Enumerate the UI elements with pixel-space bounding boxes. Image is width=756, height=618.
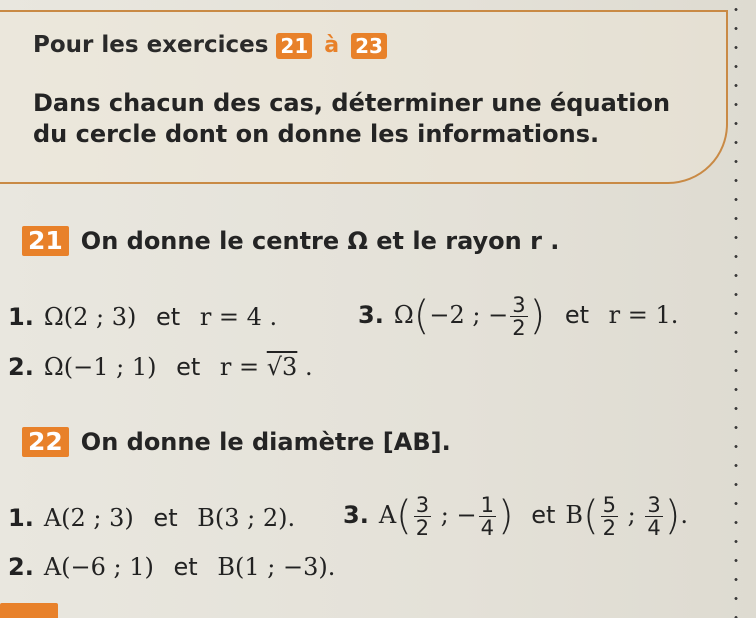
point-b: B(3 ; 2). <box>197 504 296 532</box>
item-number: 1. <box>8 303 34 331</box>
radius-condition: r = 1. <box>608 301 679 329</box>
point-a-letter: A <box>378 501 397 529</box>
close-paren: ) <box>664 493 681 539</box>
item-number: 3. <box>343 501 369 529</box>
fraction: $\frac{3}{4}$ <box>647 492 661 540</box>
next-exercise-tab <box>0 603 58 618</box>
exercise-22-number: 22 <box>22 427 69 457</box>
item-number: 2. <box>8 353 34 381</box>
radius-prefix: r = <box>219 353 267 381</box>
point-b-letter: B <box>565 501 584 529</box>
et-word: et <box>173 553 198 581</box>
fraction: $\frac{3}{2}$ <box>512 292 526 340</box>
et-word: et <box>564 301 589 329</box>
center-x: −2 <box>429 301 465 329</box>
et-word: et <box>155 303 181 331</box>
exercise-22-item-2 <box>8 553 335 581</box>
exercise-21-item-3 <box>358 293 678 339</box>
radius-sqrt: √3 <box>266 353 298 381</box>
intro-title <box>33 32 387 59</box>
open-paren: ( <box>413 293 430 339</box>
badge-to: 23 <box>351 33 387 59</box>
center-point: Ω(2 ; 3) <box>43 303 137 331</box>
exercise-21-text: On donne le centre Ω et le rayon r . <box>80 227 560 255</box>
exercise-21-item-2 <box>8 353 313 381</box>
radius-suffix: . <box>297 353 313 381</box>
center-letter: Ω <box>393 301 414 329</box>
exercise-21-number: 21 <box>22 226 69 256</box>
exercise-21-heading <box>22 226 559 256</box>
fraction: $\frac{1}{4}$ <box>480 492 494 540</box>
point-a: A(2 ; 3) <box>43 504 134 532</box>
coord-separator: ; <box>620 501 644 529</box>
open-paren: ( <box>583 493 599 539</box>
point-b: B(1 ; −3). <box>217 553 336 581</box>
fraction: $\frac{5}{2}$ <box>602 492 617 540</box>
et-word: et <box>531 501 556 529</box>
badge-from: 21 <box>276 33 312 59</box>
item-number: 2. <box>8 553 34 581</box>
fraction: $\frac{3}{2}$ <box>415 492 430 540</box>
exercise-22-item-1 <box>8 504 295 532</box>
binding-dots <box>733 0 739 618</box>
coord-separator: ; − <box>433 501 477 529</box>
et-word: et <box>176 353 201 381</box>
exercise-22-item-3 <box>343 493 688 539</box>
point-a: A(−6 ; 1) <box>43 553 154 581</box>
close-paren: ) <box>529 293 546 339</box>
center-point: Ω(−1 ; 1) <box>43 353 157 381</box>
exercise-22-text: On donne le diamètre [AB]. <box>80 428 451 456</box>
intro-text: Dans chacun des cas, déterminer une équation du cercle dont on donne les informations. <box>33 89 671 148</box>
intro-word-a: à <box>324 33 340 58</box>
coord-separator: ; − <box>464 301 509 329</box>
item-number: 3. <box>358 301 384 329</box>
period: . <box>680 501 689 529</box>
intro-title-prefix: Pour les exercices <box>33 32 269 58</box>
open-paren: ( <box>396 493 412 539</box>
radius-condition: r = 4 . <box>199 303 278 331</box>
exercise-22-heading <box>22 427 451 457</box>
exercise-21-item-1 <box>8 303 277 331</box>
et-word: et <box>153 504 178 532</box>
close-paren: ) <box>497 493 514 539</box>
item-number: 1. <box>8 504 34 532</box>
